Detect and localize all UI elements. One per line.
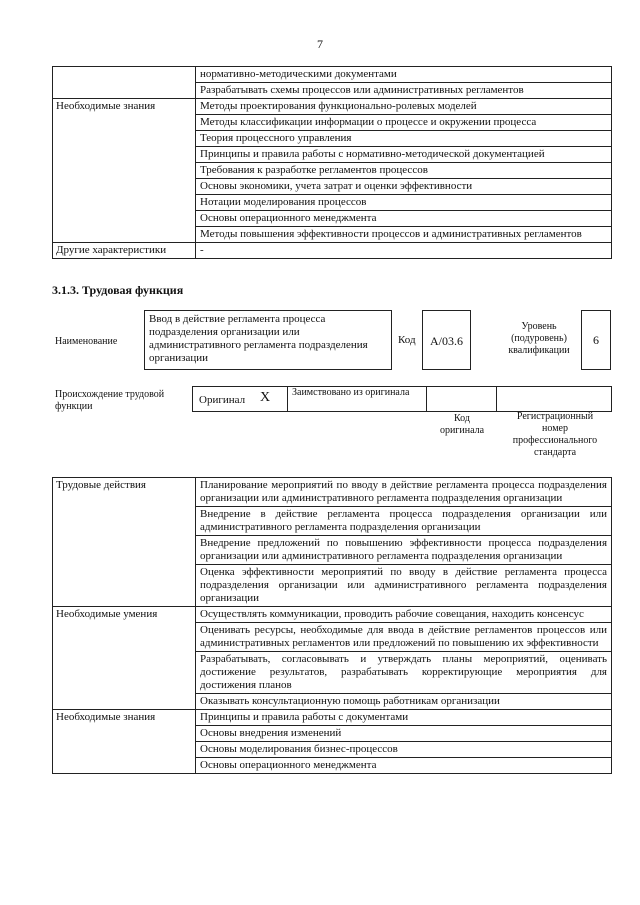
table-row bbox=[53, 67, 612, 83]
table-cell: Внедрение в действие регламента процесса подразделения организации или административного регламента подразделения организации bbox=[196, 507, 612, 536]
page-number: 7 bbox=[317, 37, 323, 51]
table-cell: Оценивать ресурсы, необходимые для ввода в действие регламентов процессов или административных регламентов или предложений по повышению их эффективности bbox=[196, 623, 612, 652]
table-cell: Теория процессного управления bbox=[196, 131, 612, 147]
empty-label-cell bbox=[53, 67, 196, 99]
level-value-box bbox=[581, 310, 611, 370]
table-cell: Основы моделирования бизнес-процессов bbox=[196, 742, 612, 758]
table-cell: Внедрение предложений по повышению эффективности процесса подразделения организации или административного регламента подразделения организации bbox=[196, 536, 612, 565]
table-cell: Методы проектирования функционально-ролевых моделей bbox=[196, 99, 612, 115]
other-characteristics-label: Другие характеристики bbox=[53, 243, 196, 259]
table-cell: Принципы и правила работы с нормативно-методической документацией bbox=[196, 147, 612, 163]
table-cell: Оценка эффективности мероприятий по вводу в действие регламента процесса подразделения организации или административного регламента подразделения организации bbox=[196, 565, 612, 607]
knowledge-label: Необходимые знания bbox=[53, 710, 196, 774]
table-row bbox=[53, 99, 612, 115]
table-cell: Разрабатывать схемы процессов или административных регламентов bbox=[196, 83, 612, 99]
knowledge-label: Необходимые знания bbox=[53, 99, 196, 243]
table-cell: Оказывать консультационную помощь работникам организации bbox=[196, 694, 612, 710]
name-label: Наименование bbox=[55, 336, 118, 347]
table-row bbox=[53, 607, 612, 623]
divider bbox=[496, 386, 497, 412]
table-cell: Осуществлять коммуникации, проводить рабочие совещания, находить консенсус bbox=[196, 607, 612, 623]
origin-label: Происхождение трудовой функции bbox=[55, 389, 165, 412]
table-cell: Методы классификации информации о процессе и окружении процесса bbox=[196, 115, 612, 131]
level-label: Уровень (подуровень) квалификации bbox=[508, 321, 570, 356]
table-cell: Основы операционного менеджмента bbox=[196, 758, 612, 774]
table-cell: Разрабатывать, согласовывать и утверждать планы мероприятий, оценивать достижение результатов, разрабатывать корректирующие мероприятия для достижения планов bbox=[196, 652, 612, 694]
borrowed-label: Заимствовано из оригинала bbox=[292, 387, 410, 398]
code-value-box bbox=[422, 310, 471, 370]
divider bbox=[287, 386, 288, 412]
table-cell: Основы экономики, учета затрат и оценки эффективности bbox=[196, 179, 612, 195]
function-details-table bbox=[52, 477, 612, 774]
table-row bbox=[53, 243, 612, 259]
code-label: Код bbox=[398, 334, 416, 346]
other-characteristics-value: - bbox=[196, 243, 612, 259]
table-cell: Планирование мероприятий по вводу в действие регламента процесса подразделения организации или административного регламента подразделения организации bbox=[196, 478, 612, 507]
table-cell: Методы повышения эффективности процессов и административных регламентов bbox=[196, 227, 612, 243]
original-label: Оригинал bbox=[199, 394, 246, 406]
origin-code-label: Код оригинала bbox=[439, 413, 485, 436]
table-cell: Основы внедрения изменений bbox=[196, 726, 612, 742]
section-heading: 3.1.3. Трудовая функция bbox=[52, 283, 184, 297]
knowledge-table-continued bbox=[52, 66, 612, 259]
original-mark: X bbox=[260, 390, 271, 405]
actions-label: Трудовые действия bbox=[53, 478, 196, 607]
skills-label: Необходимые умения bbox=[53, 607, 196, 710]
table-row bbox=[53, 710, 612, 726]
table-cell: Требования к разработке регламентов процессов bbox=[196, 163, 612, 179]
table-row bbox=[53, 478, 612, 507]
table-cell: Принципы и правила работы с документами bbox=[196, 710, 612, 726]
function-name: Ввод в действие регламента процесса подразделения организации или административного регламента подразделения организации bbox=[149, 313, 368, 364]
function-name-box bbox=[144, 310, 392, 370]
code-value: А/03.6 bbox=[430, 334, 463, 348]
divider bbox=[426, 386, 427, 412]
level-value: 6 bbox=[593, 333, 599, 347]
table-cell: Нотации моделирования процессов bbox=[196, 195, 612, 211]
table-cell: Основы операционного менеджмента bbox=[196, 211, 612, 227]
table-cell: нормативно-методическими документами bbox=[196, 67, 612, 83]
reg-number-label: Регистрационный номер профессионального стандарта bbox=[512, 411, 598, 458]
